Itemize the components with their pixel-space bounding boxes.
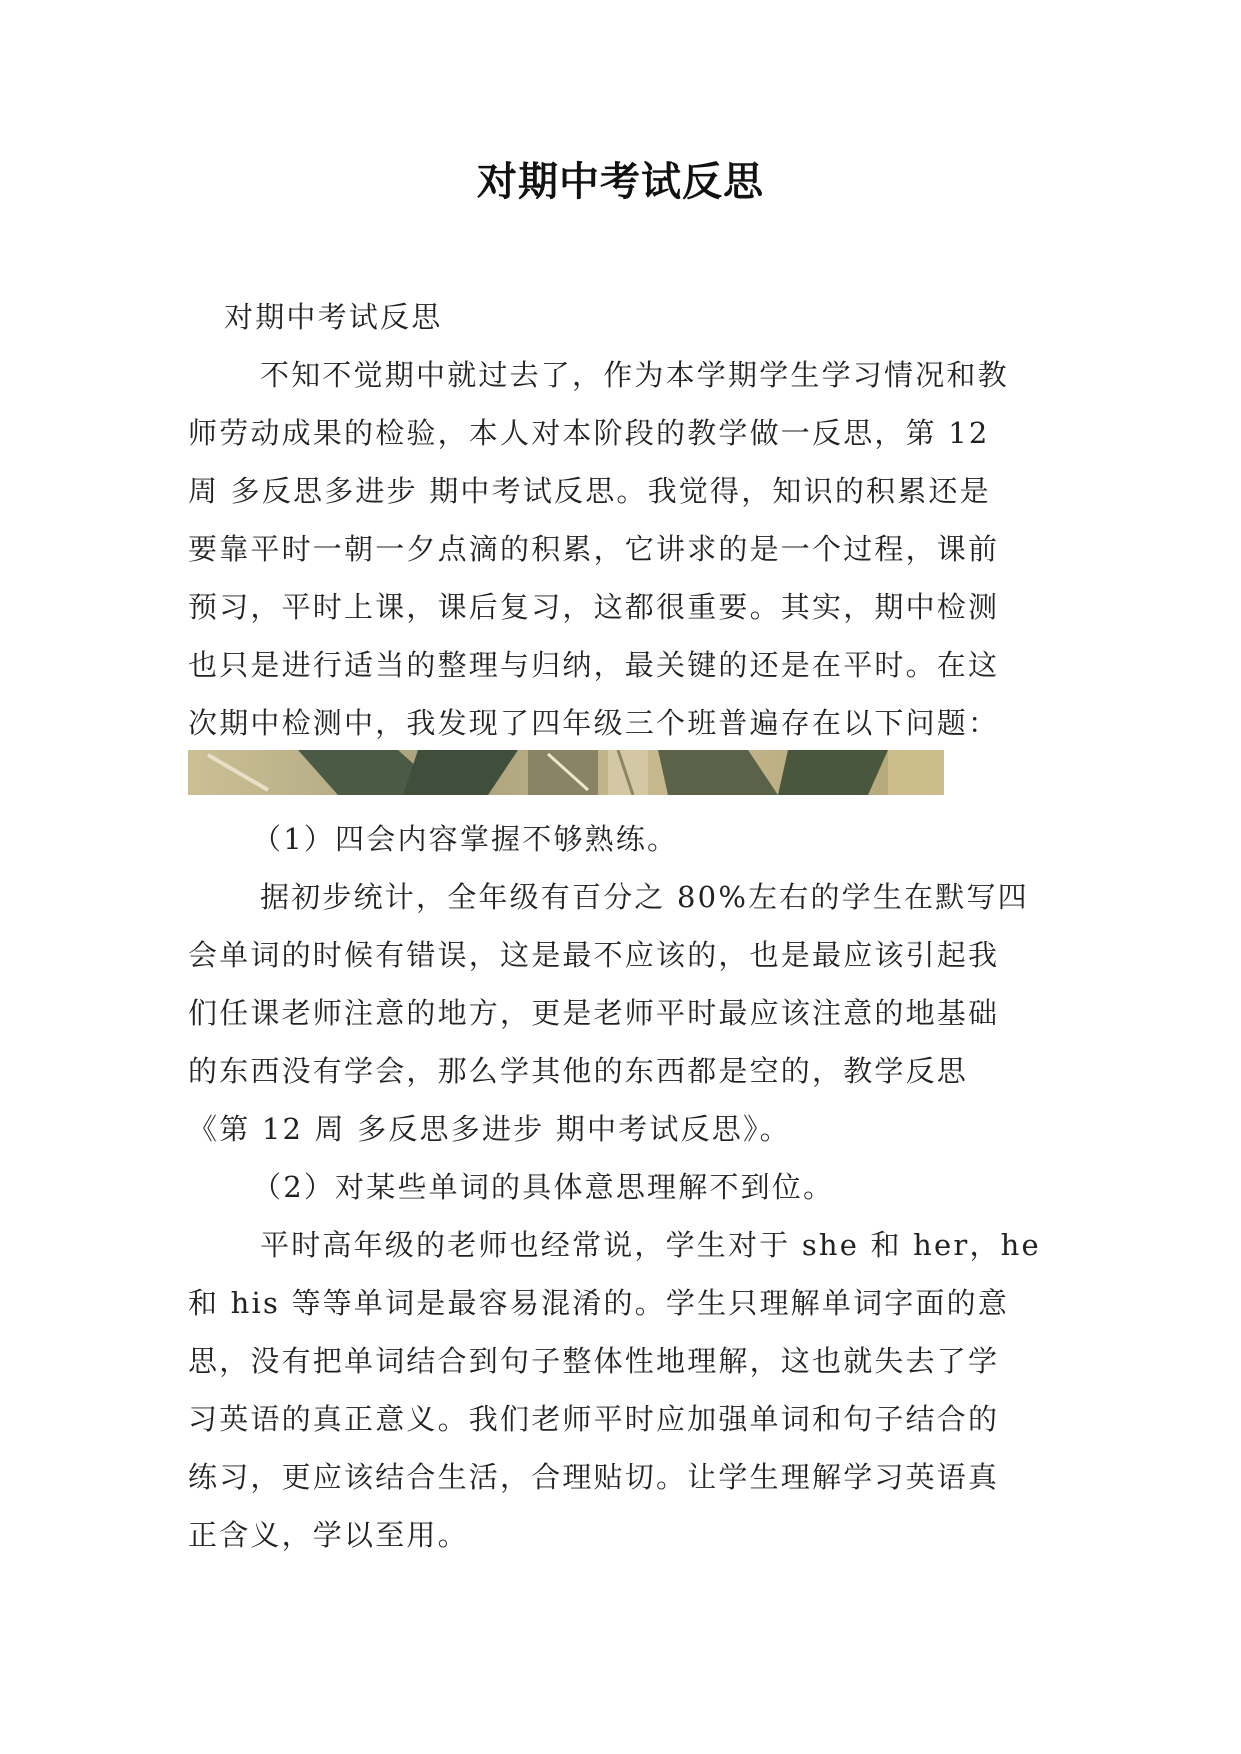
text-line: 正含义，学以至用。: [188, 1518, 469, 1552]
subtitle-line: 对期中考试反思: [224, 300, 443, 334]
document-title: 对期中考试反思: [477, 159, 764, 205]
text-line: 《第 12 周 多反思多进步 期中考试反思》。: [188, 1112, 791, 1146]
text-line: 会单词的时候有错误，这是最不应该的，也是最应该引起我: [188, 938, 1000, 972]
text-line: 的东西没有学会，那么学其他的东西都是空的，教学反思: [188, 1054, 969, 1088]
paragraph-block-1: [188, 288, 1058, 752]
paragraph-block-2: [188, 810, 1058, 1564]
text-line: 平时高年级的老师也经常说，学生对于 she 和 her，he: [260, 1228, 1041, 1262]
text-line: 次期中检测中，我发现了四年级三个班普遍存在以下问题：: [188, 706, 1000, 740]
photo-strip-graphic: [188, 750, 944, 795]
heading-line: （1）四会内容掌握不够熟练。: [252, 822, 679, 856]
text-line: 思，没有把单词结合到句子整体性地理解，这也就失去了学: [188, 1344, 1000, 1378]
text-line: 也只是进行适当的整理与归纳，最关键的还是在平时。在这: [188, 648, 1000, 682]
text-line: 和 his 等等单词是最容易混淆的。学生只理解单词字面的意: [188, 1286, 1010, 1320]
text-line: 练习，更应该结合生活，合理贴切。让学生理解学习英语真: [188, 1460, 1000, 1494]
text-line: 要靠平时一朝一夕点滴的积累，它讲求的是一个过程，课前: [188, 532, 1000, 566]
heading-line: （2）对某些单词的具体意思理解不到位。: [252, 1170, 835, 1204]
text-line: 不知不觉期中就过去了，作为本学期学生学习情况和教: [260, 358, 1009, 392]
text-line: 预习，平时上课，课后复习，这都很重要。其实，期中检测: [188, 590, 1000, 624]
text-line: 们任课老师注意的地方，更是老师平时最应该注意的地基础: [188, 996, 1000, 1030]
text-line: 据初步统计，全年级有百分之 80%左右的学生在默写四: [260, 880, 1029, 914]
photo-strip-image: [188, 750, 944, 795]
text-line: 习英语的真正意义。我们老师平时应加强单词和句子结合的: [188, 1402, 1000, 1436]
text-line: 周 多反思多进步 期中考试反思。我觉得，知识的积累还是: [188, 474, 991, 508]
text-line: 师劳动成果的检验，本人对本阶段的教学做一反思，第 12: [188, 416, 990, 450]
